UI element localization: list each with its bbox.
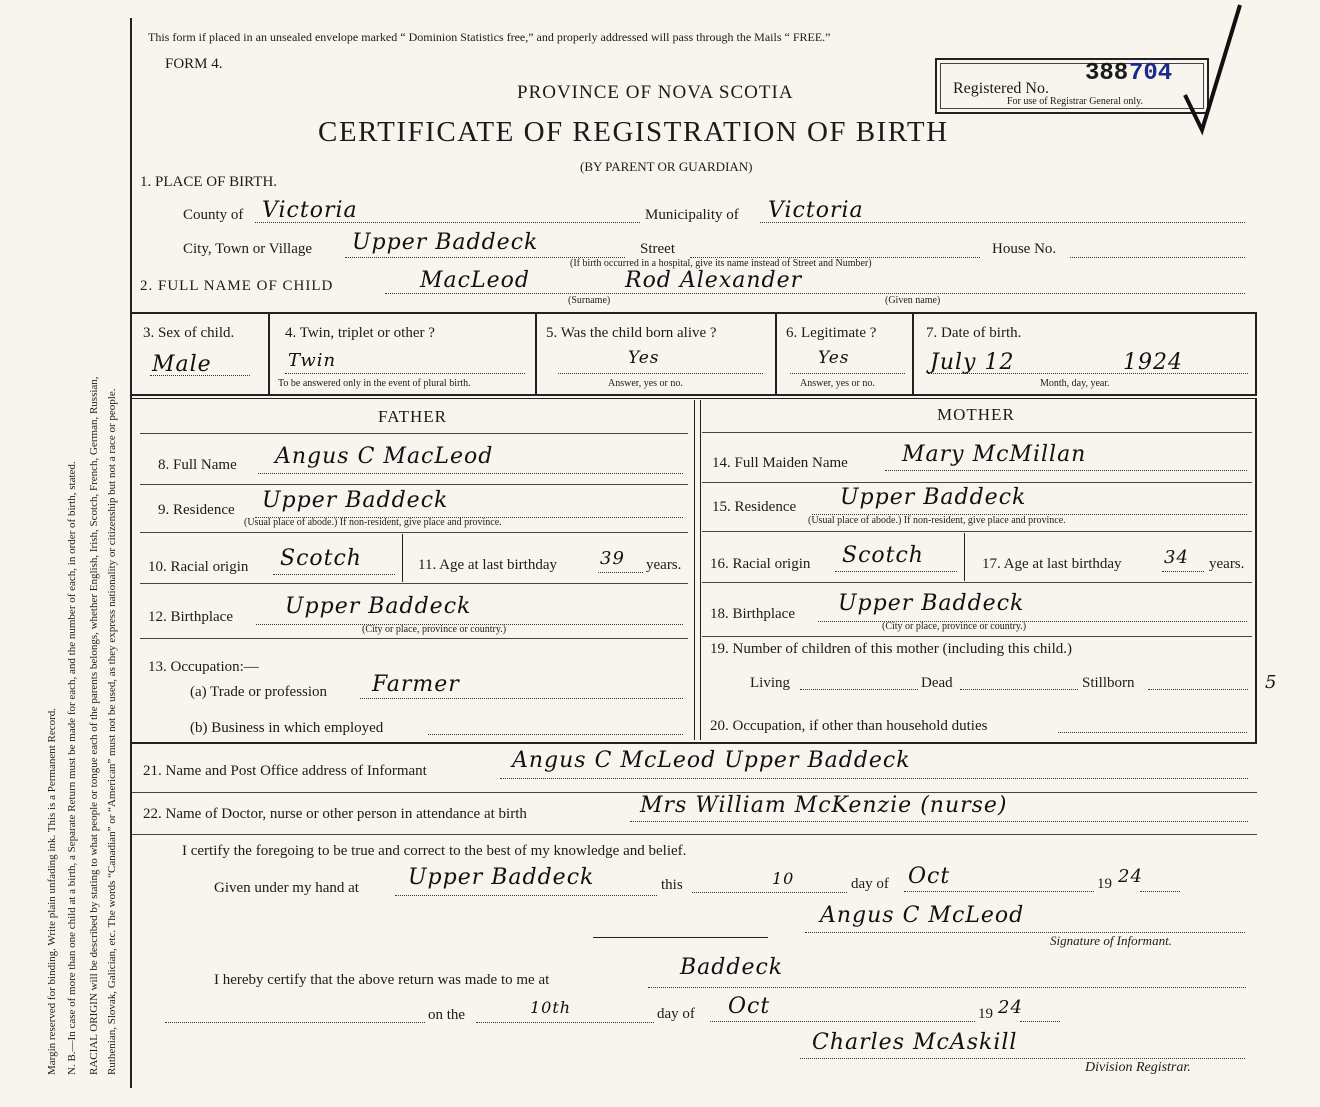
legitimate-label: 6. Legitimate ? [786,325,877,341]
house-no-label: House No. [992,241,1057,257]
surname-note: (Surname) [568,295,611,306]
father-trade-label: (a) Trade or profession [190,684,328,700]
date-note: Month, day, year. [1040,378,1110,389]
certificate-subtitle: (BY PARENT OR GUARDIAN) [580,159,753,174]
legitimate-value: Yes [818,348,850,368]
registrar-statement: I hereby certify that the above return was made to me at [214,972,550,988]
mother-age-label: 17. Age at last birthday [982,556,1122,572]
sex-label: 3. Sex of child. [143,325,235,341]
dead-label: Dead [921,675,953,691]
living-label: Living [750,675,790,691]
date-of-birth-label: 7. Date of birth. [926,325,1022,341]
registrar-day-of-label: day of [657,1006,695,1022]
father-birthplace-value: Upper Baddeck [285,594,472,619]
mother-heading: MOTHER [937,405,1015,424]
margin-note-multiple-births: N. B.—In case of more than one child at a birth, a Separate Return must be made for each, and the number of each, in order of birth, stated. [66,461,78,1075]
mother-residence-note: (Usual place of abode.) If non-resident, give place and province. [808,515,1066,526]
mother-occupation-label: 20. Occupation, if other than household duties [710,718,988,734]
province-heading: PROVINCE OF NOVA SCOTIA [517,82,794,103]
doctor-value: Mrs William McKenzie (nurse) [640,793,1008,818]
informant-label: 21. Name and Post Office address of Informant [143,763,427,779]
registrar-year-prefix: 19 [978,1006,993,1022]
father-birthplace-label: 12. Birthplace [148,609,233,625]
registered-no-note: For use of Registrar General only. [1007,96,1143,107]
date-of-birth-value: July 12 [930,350,1015,375]
mother-racial-label: 16. Racial origin [710,556,811,572]
registrar-day-value: 10th [530,998,572,1017]
mother-years-label: years. [1209,556,1245,572]
stillborn-label: Stillborn [1082,675,1135,691]
father-age-value: 39 [600,548,625,569]
hospital-note: (If birth occurred in a hospital, give its name instead of Street and Number) [570,258,872,269]
given-name-note: (Given name) [885,295,941,306]
children-count-label: 19. Number of children of this mother (including this child.) [710,641,1073,657]
registered-no-label: Registered No. [953,80,1049,97]
margin-note-nationality: Ruthenian, Slovak, Galician, etc. The words “Canadian” or “American” must not be used, as they express nationality or citizenship but not a race or people. [106,388,118,1075]
registrar-year-value: 24 [998,997,1023,1018]
father-birthplace-note: (City or place, province or country.) [362,624,507,635]
twin-value: Twin [288,350,337,371]
doctor-label: 22. Name of Doctor, nurse or other person in attendance at birth [143,806,527,822]
birth-year-value: 1924 [1123,350,1183,375]
signature-label: Signature of Informant. [1050,933,1172,948]
registered-no-suffix: 704 [1129,60,1173,87]
margin-note-racial-origin: RACIAL ORIGIN will be described by stating to what people or tongue each of the parents belongs, whether English, Irish, Scotch, French, German, Russian, [88,376,100,1075]
registrar-place-value: Baddeck [680,955,784,980]
father-residence-note: (Usual place of abode.) If non-resident, give place and province. [244,517,502,528]
father-trade-value: Farmer [372,672,460,697]
municipality-label: Municipality of [645,207,739,223]
born-alive-note: Answer, yes or no. [608,378,683,389]
mother-racial-value: Scotch [842,543,924,568]
given-place-value: Upper Baddeck [408,865,595,890]
father-years-label: years. [646,557,682,573]
registrar-label: Division Registrar. [1085,1060,1191,1075]
given-under-label: Given under my hand at [214,880,359,896]
father-heading: FATHER [378,407,447,426]
father-occupation-label: 13. Occupation:— [148,659,259,675]
father-name-value: Angus C MacLeod [275,444,494,469]
city-label: City, Town or Village [183,241,313,257]
cert-month-value: Oct [908,864,951,889]
registered-no-prefix: 388 [1085,60,1129,87]
registrar-signature: Charles McAskill [812,1030,1018,1055]
mother-birthplace-label: 18. Birthplace [710,606,795,622]
county-label: County of [183,207,244,223]
sex-value: Male [152,352,212,377]
check-mark-icon [1180,0,1250,140]
father-racial-value: Scotch [280,546,362,571]
municipality-value: Victoria [768,198,864,223]
father-racial-label: 10. Racial origin [148,559,249,575]
father-residence-label: 9. Residence [158,502,235,518]
certify-statement: I certify the foregoing to be true and correct to the best of my knowledge and belief. [182,843,687,859]
twin-note: To be answered only in the event of plural birth. [278,378,471,389]
this-label: this [661,877,683,893]
cert-year-value: 24 [1118,866,1143,887]
born-alive-label: 5. Was the child born alive ? [546,325,717,341]
child-given-name: Rod Alexander [625,268,803,293]
father-age-label: 11. Age at last birthday [418,557,557,573]
cert-year-prefix: 19 [1097,876,1112,892]
margin-note-binding: Margin reserved for binding. Write plain unfading ink. This is a Permanent Record. [46,707,58,1075]
mother-name-label: 14. Full Maiden Name [712,455,848,471]
county-value: Victoria [262,198,358,223]
street-label: Street [640,241,675,257]
day-of-label: day of [851,876,889,892]
stray-mark: 5 [1265,672,1278,693]
mother-residence-label: 15. Residence [712,499,797,515]
cert-day-value: 10 [772,869,795,888]
registrar-month-value: Oct [728,994,771,1019]
form-number: FORM 4. [165,56,223,72]
informant-value: Angus C McLeod Upper Baddeck [512,748,911,773]
mother-residence-value: Upper Baddeck [840,485,1027,510]
city-value: Upper Baddeck [352,230,539,255]
father-business-label: (b) Business in which employed [190,720,384,736]
father-residence-value: Upper Baddeck [262,488,449,513]
mother-age-value: 34 [1164,547,1189,568]
informant-signature: Angus C McLeod [820,903,1025,928]
on-the-label: on the [428,1007,466,1023]
postal-note: This form if placed in an unsealed envelope marked “ Dominion Statistics free,” and properly addressed will pass through the Mails “ FREE.” [148,30,831,44]
father-name-label: 8. Full Name [158,457,237,473]
born-alive-value: Yes [628,348,660,368]
mother-birthplace-value: Upper Baddeck [838,591,1025,616]
child-surname: MacLeod [420,268,530,293]
registration-box [935,58,1209,114]
twin-label: 4. Twin, triplet or other ? [285,325,435,341]
mother-name-value: Mary McMillan [902,442,1087,467]
child-name-label: 2. FULL NAME OF CHILD [140,278,334,294]
legitimate-note: Answer, yes or no. [800,378,875,389]
place-of-birth-label: 1. PLACE OF BIRTH. [140,174,278,190]
certificate-title: CERTIFICATE OF REGISTRATION OF BIRTH [318,116,949,148]
mother-birthplace-note: (City or place, province or country.) [882,621,1027,632]
